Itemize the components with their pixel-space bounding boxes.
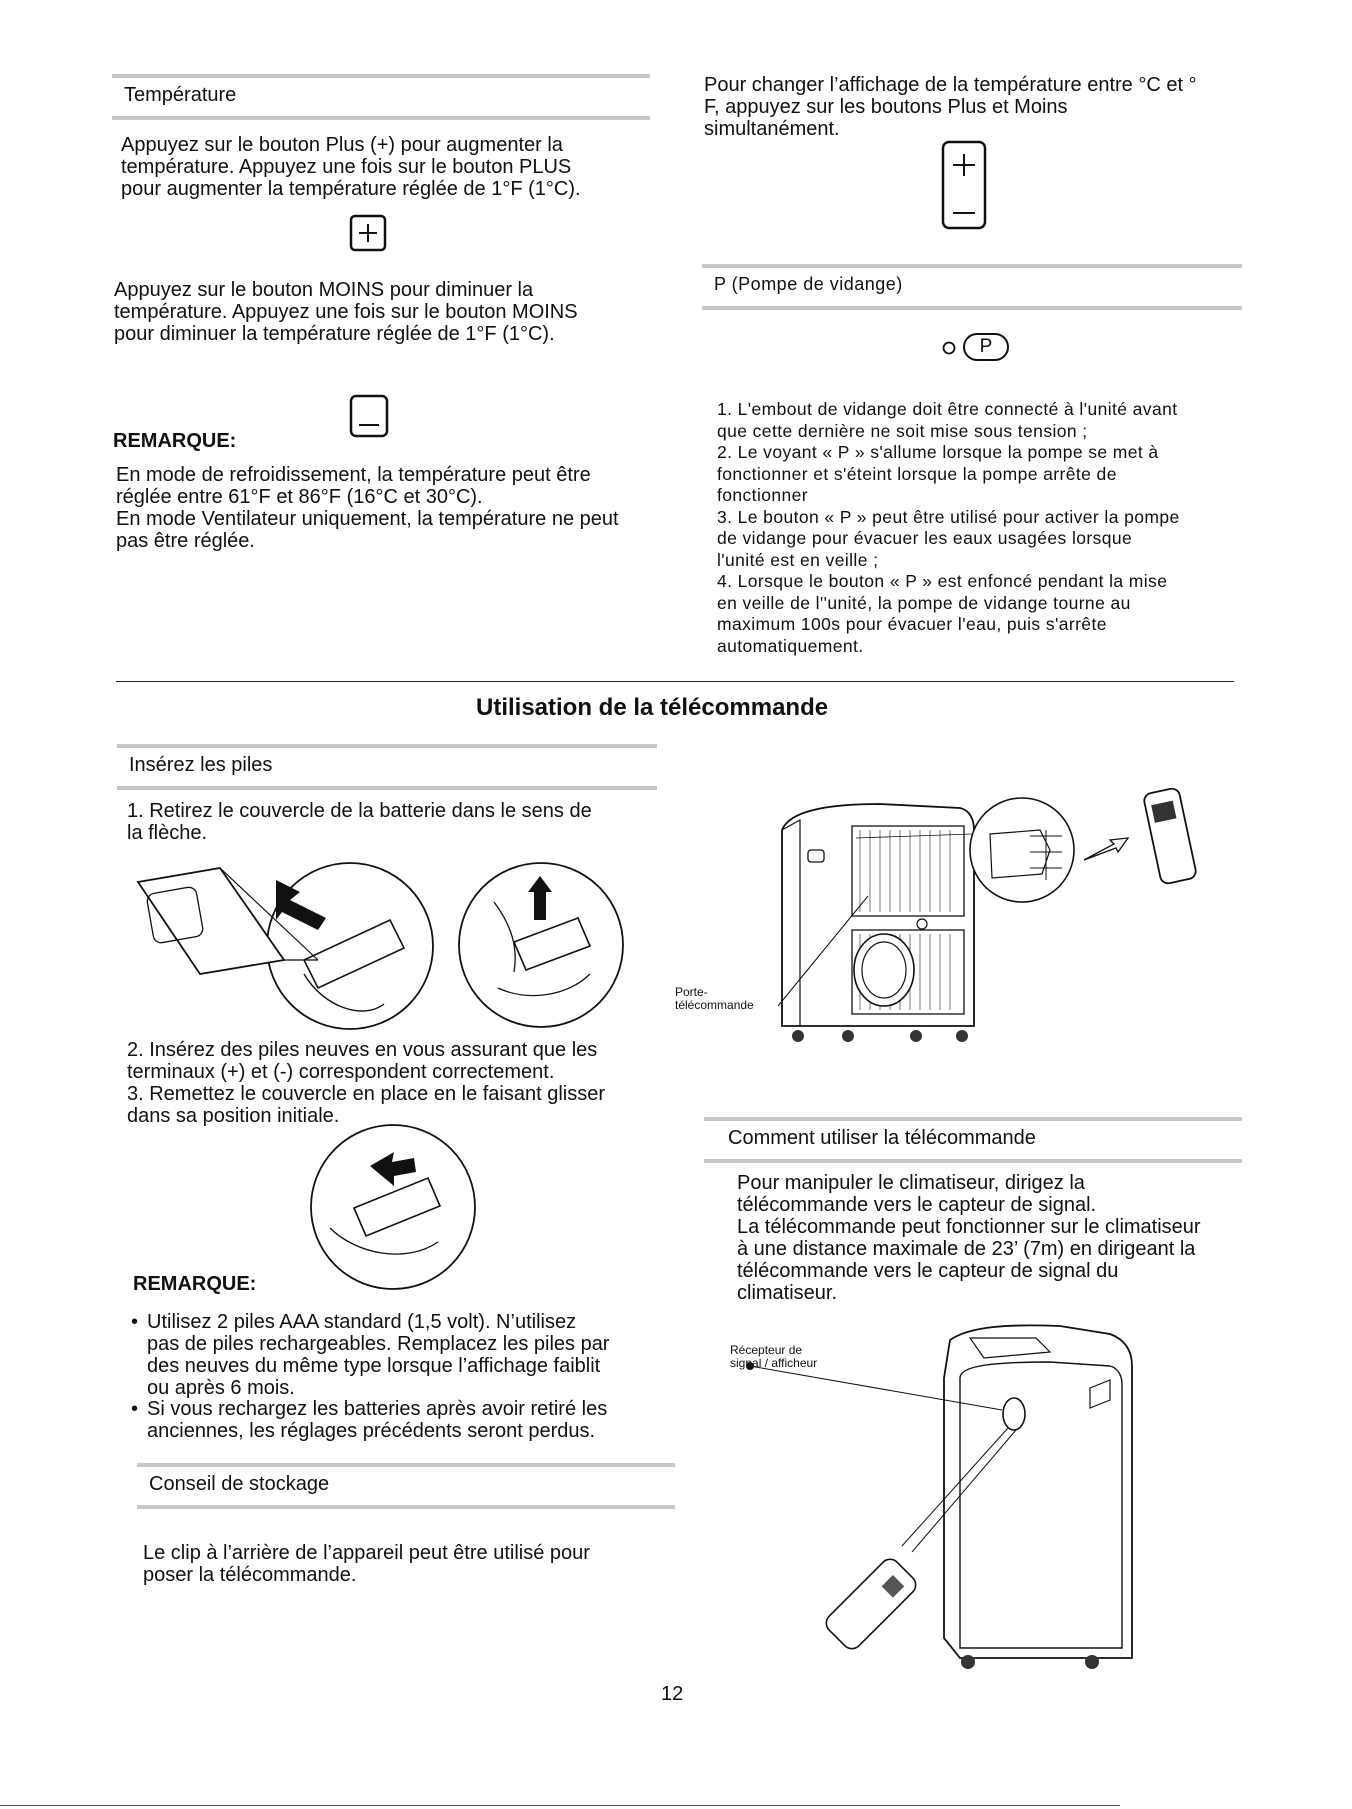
unit-front-illustration — [810, 1318, 1140, 1688]
pump-button-label: P — [979, 336, 993, 357]
storage-header-label: Conseil de stockage — [149, 1473, 330, 1495]
pump-header-label: P (Pompe de vidange) — [714, 274, 903, 294]
remote-section-title: Utilisation de la télécommande — [476, 694, 829, 721]
unit-back-illustration — [700, 790, 1220, 1060]
pump-indicator-icon — [942, 341, 956, 355]
bullet-text: Si vous rechargez les batteries après avoir retiré les anciennes, les réglages précédents seront perdus. — [147, 1398, 608, 1442]
minus-button-icon — [349, 394, 389, 438]
signal-receiver-label: Récepteur de signal / afficheur — [730, 1343, 818, 1370]
minus-instruction: Appuyez sur le bouton MOINS pour diminuer la température. Appuyez une fois sur le bouton MOINS pour diminuer la température réglée de 1°F (1°C). — [114, 279, 578, 345]
batteries-note-title: REMARQUE: — [133, 1273, 257, 1295]
batteries-note-bullet-2 — [131, 1398, 608, 1442]
temperature-note-title: REMARQUE: — [113, 430, 237, 452]
temperature-header — [112, 74, 650, 120]
temperature-note-text: En mode de refroidissement, la température peut être réglée entre 61°F et 86°F (16°C et 30°C). En mode Ventilateur uniquement, la température ne peut pas être réglée. — [116, 464, 619, 552]
remote-holder-label: Porte- télécommande — [675, 985, 754, 1012]
lift-cover-illustration — [458, 862, 624, 1028]
replace-cover-illustration — [310, 1124, 476, 1290]
storage-header — [137, 1463, 675, 1509]
unit-switch-text: Pour changer l’affichage de la température entre °C et ° F, appuyez sur les boutons Plus et Moins simultanément. — [704, 74, 1197, 140]
storage-text: Le clip à l’arrière de l’appareil peut être utilisé pour poser la télécommande. — [143, 1542, 590, 1586]
pump-button — [963, 333, 1009, 361]
usage-text: Pour manipuler le climatiseur, dirigez la télécommande vers le capteur de signal. La télécommande peut fonctionner sur le climatiseur à une distance maximale de 23’ (7m) en dirigeant la télécommande vers le capteur de signal du climatiseur. — [737, 1172, 1201, 1304]
section-divider — [116, 681, 1234, 682]
batteries-note-bullet-1 — [131, 1311, 610, 1399]
batteries-header — [117, 744, 657, 790]
page-number: 12 — [661, 1683, 684, 1705]
bullet-text: Utilisez 2 piles AAA standard (1,5 volt). N’utilisez pas de piles rechargeables. Remplacez les piles par des neuves du même type lorsque l’affichage faiblit ou après 6 mois. — [147, 1311, 610, 1399]
batteries-step1: 1. Retirez le couvercle de la batterie dans le sens de la flèche. — [127, 800, 592, 844]
bottom-rule — [0, 1805, 1120, 1806]
remove-cover-illustration — [128, 862, 438, 1032]
temperature-header-label: Température — [124, 84, 237, 106]
bullet-marker: • — [131, 1398, 139, 1420]
pump-header — [702, 264, 1242, 310]
batteries-header-label: Insérez les piles — [129, 754, 273, 776]
batteries-step2-3: 2. Insérez des piles neuves en vous assurant que les terminaux (+) et (-) correspondent correctement. 3. Remettez le couvercle en place en le faisant glisser dans sa position initiale. — [127, 1039, 606, 1127]
pump-instructions: 1. L'embout de vidange doit être connecté à l'unité avant que cette dernière ne soit mise sous tension ; 2. Le voyant « P » s'allume lorsque la pompe se met à fonctionner et s'éteint lorsque la pompe arrête de fonctionner 3. Le bouton « P » peut être utilisé pour activer la pompe de vidange pour évacuer les eaux usagées lorsque l'unité est en veille ; 4. Lorsque le bouton « P » est enfoncé pendant la mise en veille de l''unité, la pompe de vidange tourne au maximum 100s pour évacuer l'eau, puis s'arrête automatiquement. — [717, 399, 1180, 656]
plus-button-icon — [349, 214, 387, 252]
plus-minus-button-icon — [941, 140, 987, 230]
plus-instruction: Appuyez sur le bouton Plus (+) pour augmenter la température. Appuyez une fois sur le bouton PLUS pour augmenter la température réglée de 1°F (1°C). — [121, 134, 581, 200]
bullet-marker: • — [131, 1311, 139, 1333]
usage-header — [704, 1117, 1242, 1163]
usage-header-label: Comment utiliser la télécommande — [728, 1127, 1036, 1149]
